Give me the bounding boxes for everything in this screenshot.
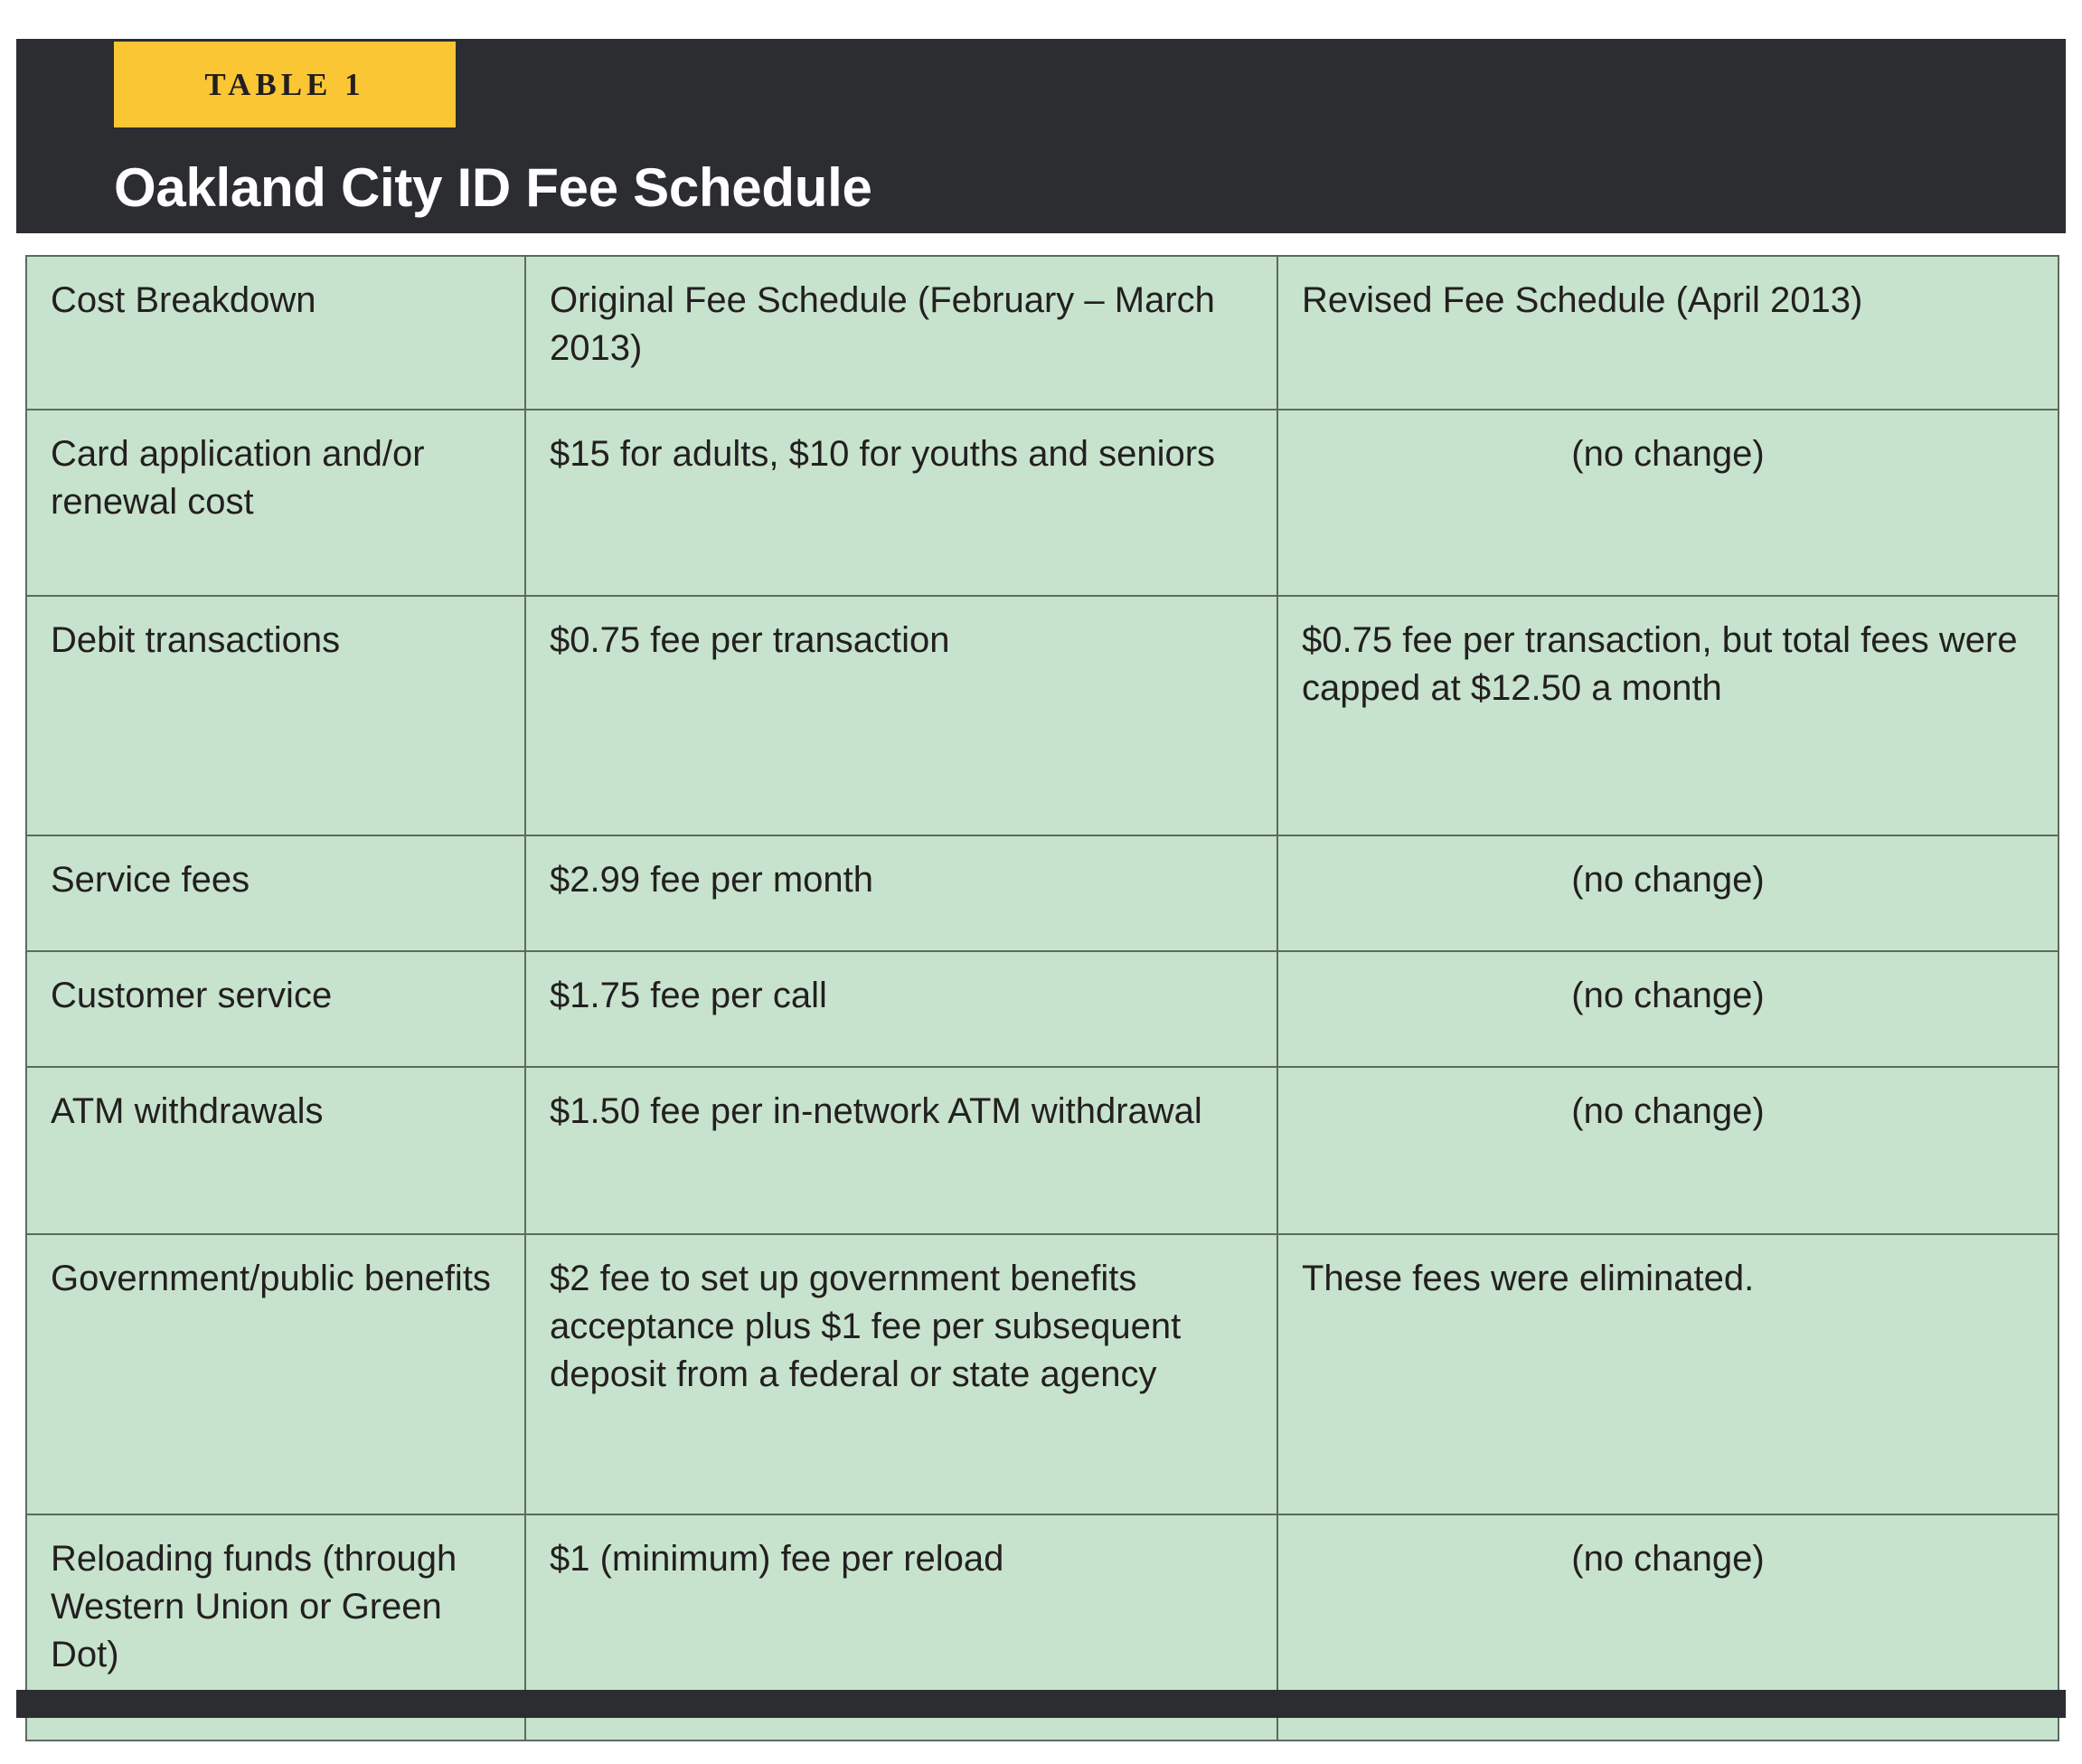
row-revised-value: (no change) — [1277, 1067, 2058, 1234]
column-header-original-fee: Original Fee Schedule (February – March 2013) — [525, 256, 1277, 410]
row-revised-value: (no change) — [1277, 410, 2058, 596]
row-original-value: $1.75 fee per call — [525, 951, 1277, 1067]
row-label: Debit transactions — [26, 596, 525, 835]
footer-rule — [16, 1690, 2066, 1718]
row-label: ATM withdrawals — [26, 1067, 525, 1234]
row-label: Reloading funds (through Western Union or Green Dot) — [26, 1514, 525, 1740]
row-original-value: $1.50 fee per in-network ATM withdrawal — [525, 1067, 1277, 1234]
table-number-label: TABLE 1 — [204, 66, 365, 102]
table-row — [26, 951, 2058, 1067]
row-revised-value: $0.75 fee per transaction, but total fees were capped at $12.50 a month — [1277, 596, 2058, 835]
row-original-value: $0.75 fee per transaction — [525, 596, 1277, 835]
table-row — [26, 1234, 2058, 1514]
row-revised-value: These fees were eliminated. — [1277, 1234, 2058, 1514]
row-original-value: $2.99 fee per month — [525, 835, 1277, 951]
table-number-tag — [114, 42, 456, 127]
table-title: Oakland City ID Fee Schedule — [114, 157, 872, 218]
row-original-value: $15 for adults, $10 for youths and seniors — [525, 410, 1277, 596]
row-revised-value: (no change) — [1277, 951, 2058, 1067]
row-original-value: $2 fee to set up government benefits acceptance plus $1 fee per subsequent deposit from a federal or state agency — [525, 1234, 1277, 1514]
row-original-value: $1 (minimum) fee per reload — [525, 1514, 1277, 1740]
table-row — [26, 1067, 2058, 1234]
table-header-row — [26, 256, 2058, 410]
table-row — [26, 835, 2058, 951]
fee-schedule-table — [25, 255, 2059, 1741]
row-label: Customer service — [26, 951, 525, 1067]
row-revised-value: (no change) — [1277, 835, 2058, 951]
row-label: Service fees — [26, 835, 525, 951]
row-label: Card application and/or renewal cost — [26, 410, 525, 596]
table-row — [26, 596, 2058, 835]
column-header-cost-breakdown: Cost Breakdown — [26, 256, 525, 410]
table-header-band — [16, 39, 2066, 233]
table-row — [26, 410, 2058, 596]
row-label: Government/public benefits — [26, 1234, 525, 1514]
column-header-revised-fee: Revised Fee Schedule (April 2013) — [1277, 256, 2058, 410]
row-revised-value: (no change) — [1277, 1514, 2058, 1740]
